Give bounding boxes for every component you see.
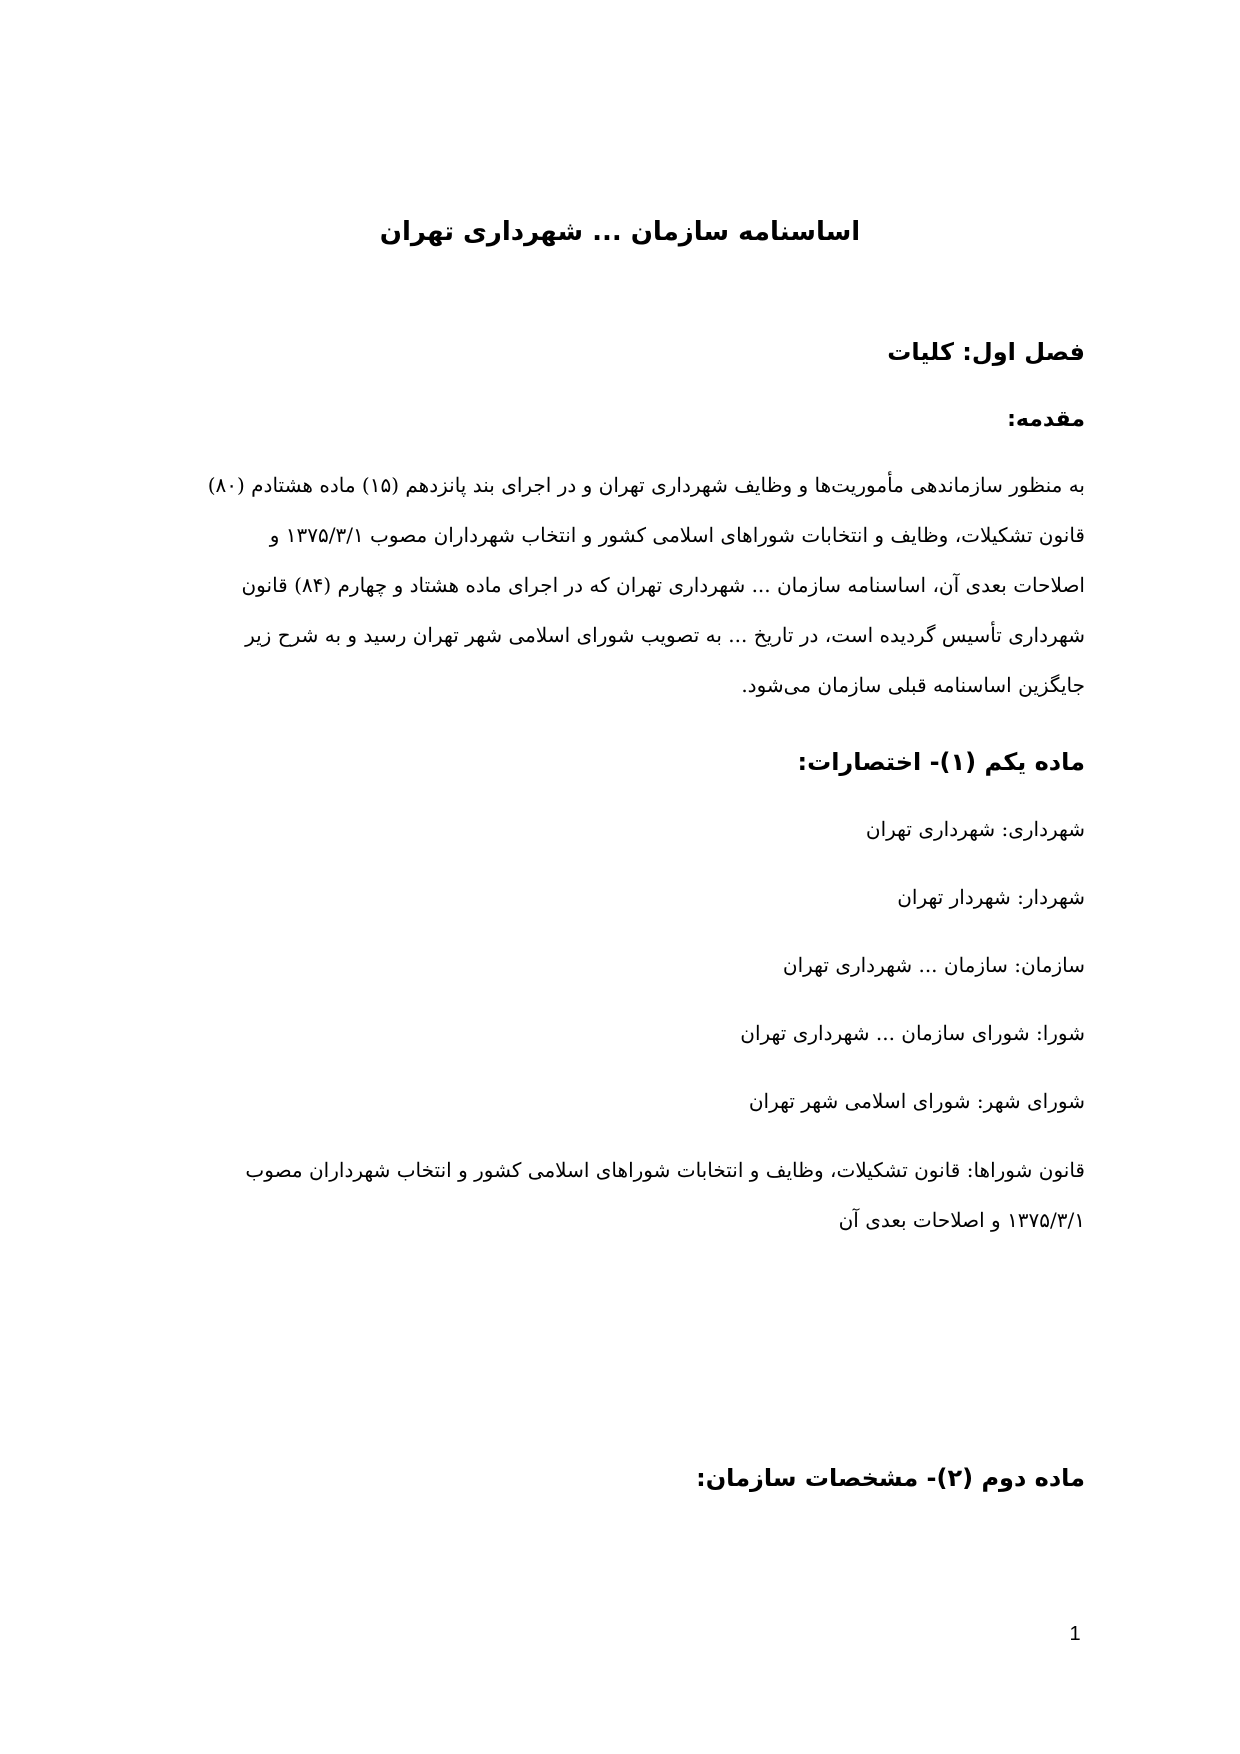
- council-law-line: ۱۳۷۵/۳/۱ و اصلاحات بعدی آن: [838, 1208, 1085, 1232]
- intro-heading: مقدمه:: [1007, 407, 1085, 432]
- intro-paragraph: [125, 460, 1085, 710]
- chapter-heading: فصل اول: کلیات: [887, 338, 1085, 366]
- definition-item: شورا: شورای سازمان ... شهرداری تهران: [740, 1021, 1085, 1045]
- intro-line: اصلاحات بعدی آن، اساسنامه سازمان ... شهرداری تهران که در اجرای ماده هشتاد و چهارم (۸۴) قانون: [241, 573, 1085, 597]
- intro-line: قانون تشکیلات، وظایف و انتخابات شوراهای اسلامی کشور و انتخاب شهرداران مصوب ۱۳۷۵/۳/۱ و: [269, 523, 1085, 547]
- intro-line: جایگزین اساسنامه قبلی سازمان می‌شود.: [741, 673, 1085, 697]
- document-title: اساسنامه سازمان ... شهرداری تهران: [379, 217, 861, 247]
- article-1-heading: ماده یکم (۱)- اختصارات:: [797, 748, 1085, 776]
- intro-line: به منظور سازماندهی مأموریت‌ها و وظایف شهرداری تهران و در اجرای بند پانزدهم (۱۵) ماده هشتادم (۸۰): [207, 473, 1085, 497]
- council-law-definition: [125, 1145, 1085, 1245]
- definition-item: شورای شهر: شورای اسلامی شهر تهران: [748, 1089, 1085, 1113]
- definition-item: شهرداری: شهرداری تهران: [865, 817, 1085, 841]
- page-number: 1: [1069, 1623, 1081, 1645]
- definition-item: شهردار: شهردار تهران: [897, 885, 1085, 909]
- intro-line: شهرداری تأسیس گردیده است، در تاریخ ... به تصویب شورای اسلامی شهر تهران رسید و به شرح زیر: [245, 623, 1085, 647]
- definition-item: سازمان: سازمان ... شهرداری تهران: [782, 953, 1085, 977]
- article-2-heading: ماده دوم (۲)- مشخصات سازمان:: [696, 1464, 1085, 1492]
- council-law-line: قانون شوراها: قانون تشکیلات، وظایف و انتخابات شوراهای اسلامی کشور و انتخاب شهرداران مصوب: [245, 1158, 1085, 1182]
